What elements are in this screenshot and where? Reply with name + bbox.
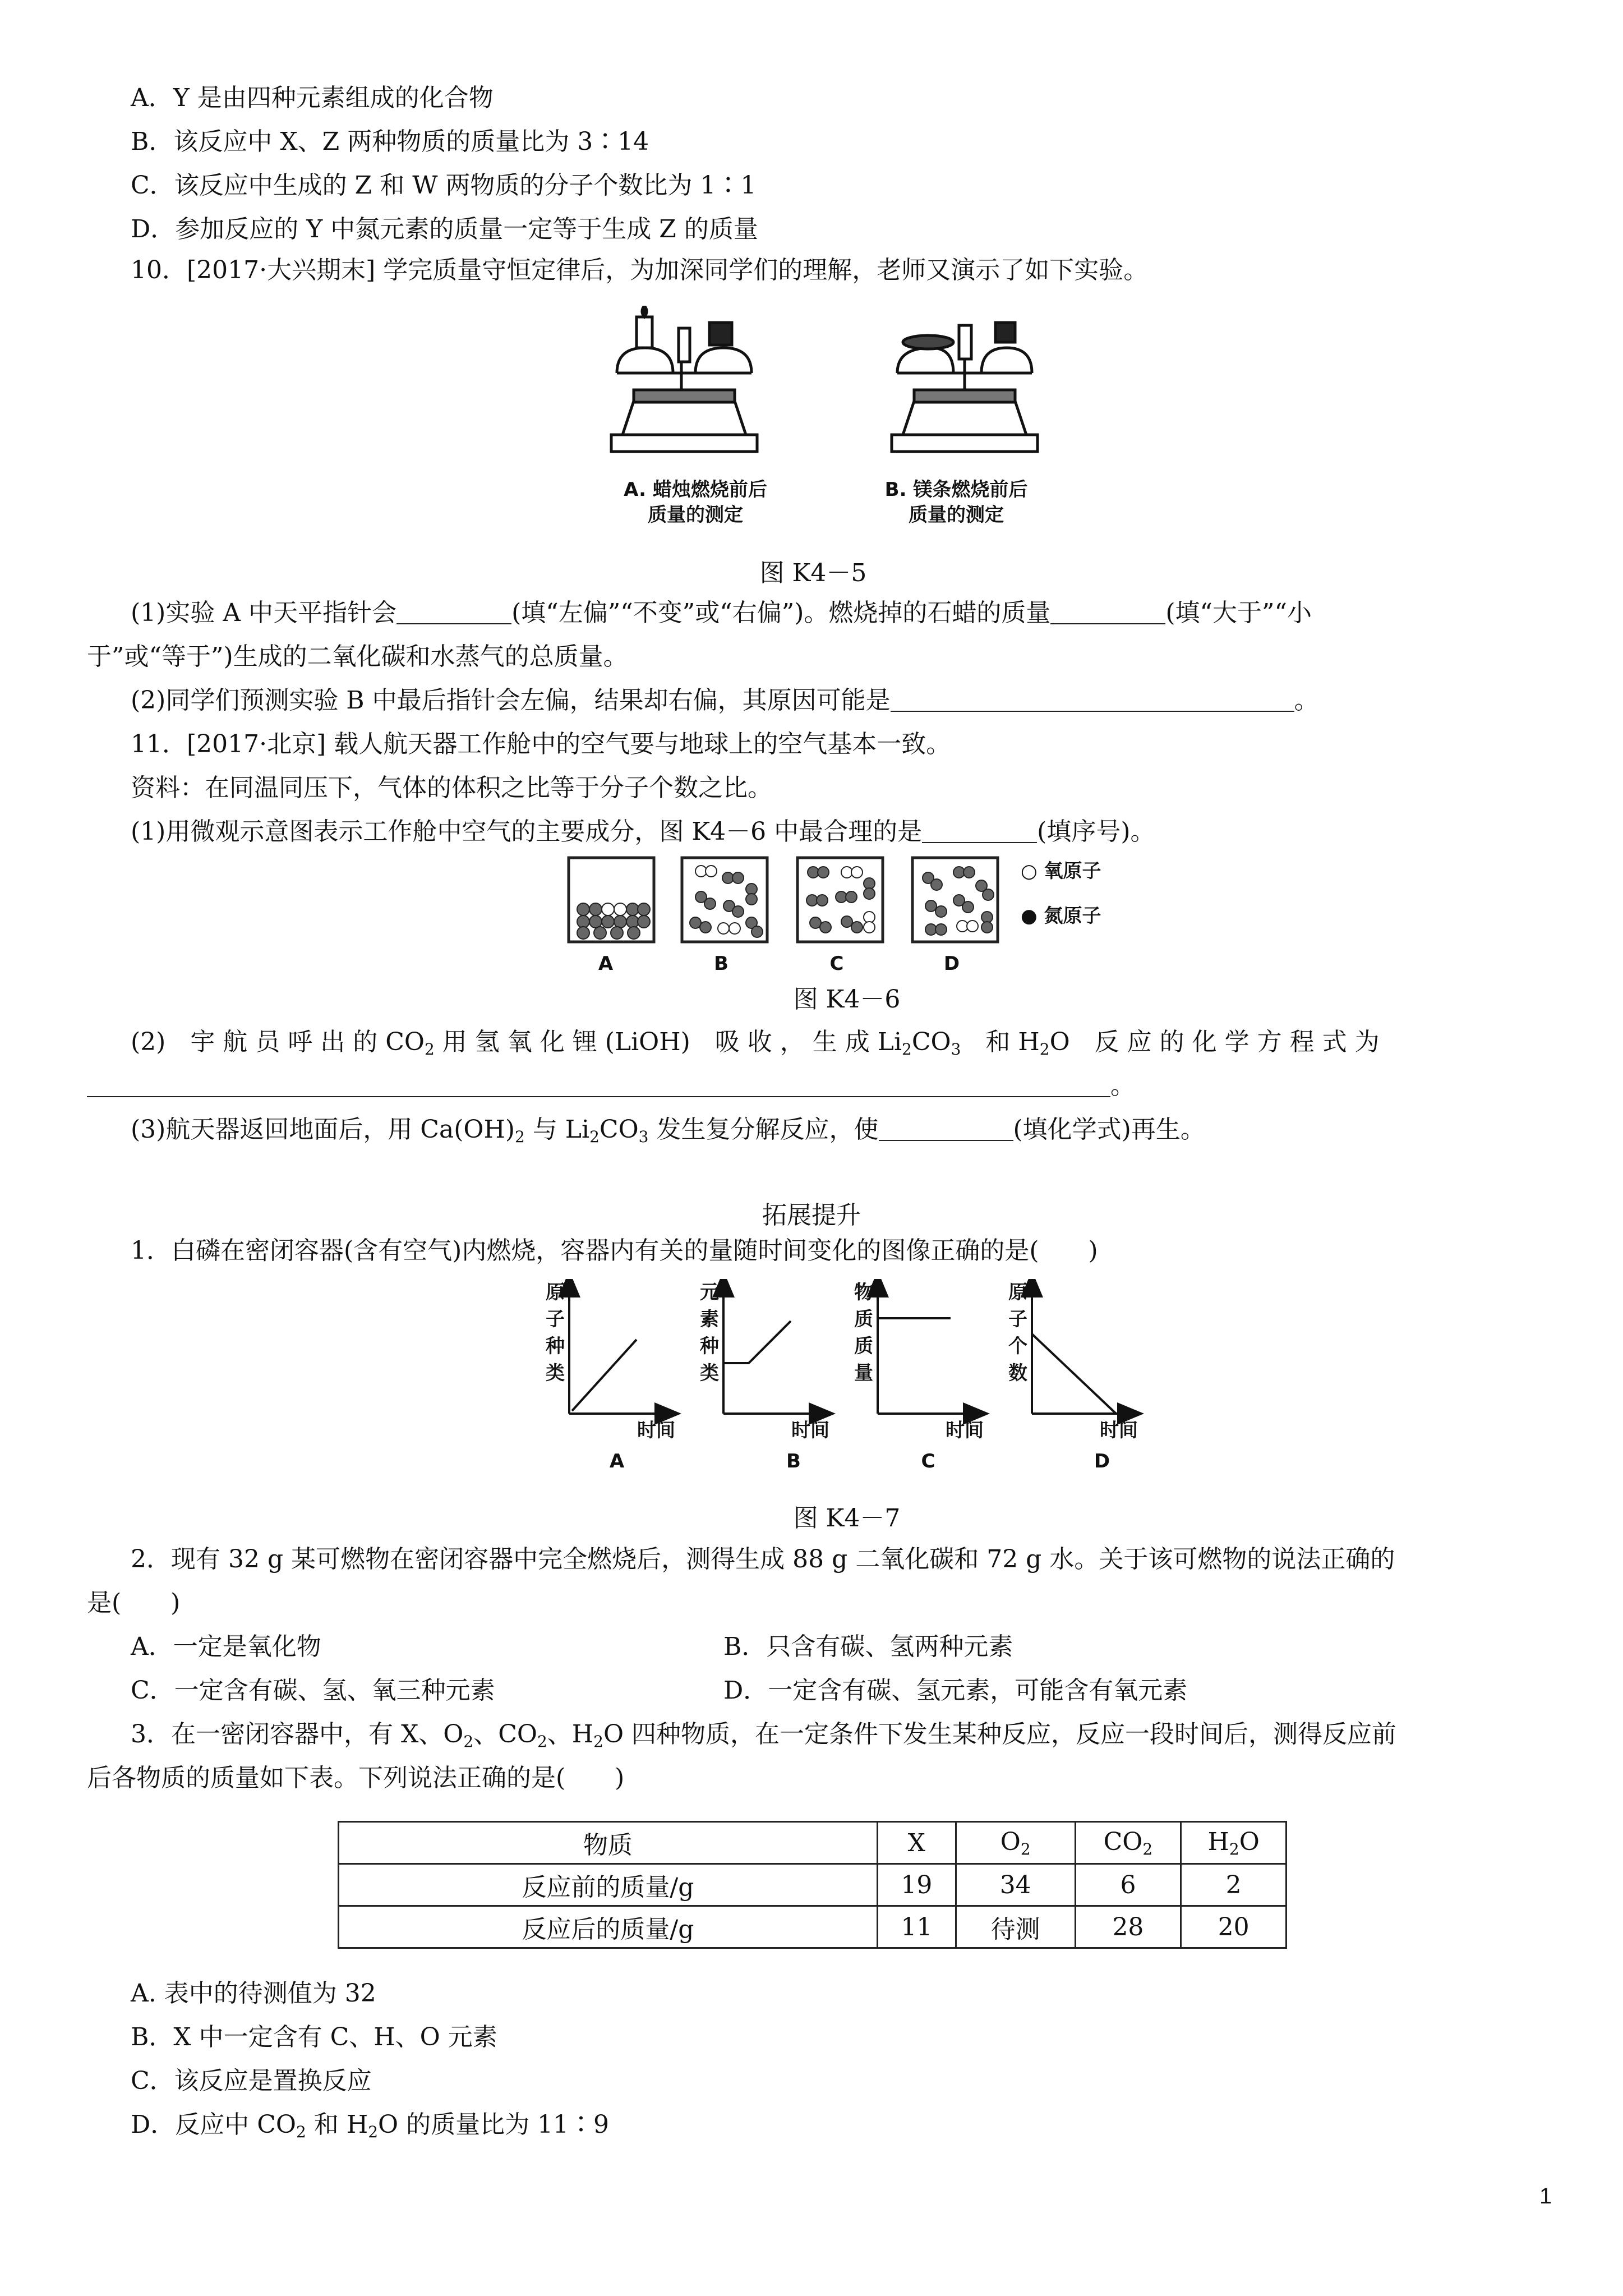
figure-k4-7-caption: 图 K4－7 [793, 1504, 901, 1533]
table-cell: 待测 [956, 1906, 1075, 1948]
q9-option-a: A．Y 是由四种元素组成的化合物 [131, 84, 494, 112]
table-cell: 34 [956, 1864, 1075, 1906]
graph-d-ylabel: 原子个数 [1008, 1281, 1027, 1384]
table-row [339, 1906, 1287, 1948]
blank[interactable] [87, 1074, 1110, 1097]
ext-q3-stem-line2: 后各物质的质量如下表。下列说法正确的是( ) [87, 1764, 625, 1792]
graph-b-xlabel: 时间 [791, 1419, 829, 1442]
box-b-molecules [690, 866, 763, 937]
table-cell: 20 [1181, 1906, 1287, 1948]
graph-d-xlabel: 时间 [1100, 1419, 1138, 1442]
graph-a-letter: A [609, 1450, 625, 1473]
blank[interactable] [891, 688, 1294, 712]
ext-q2-option-c: C．一定含有碳、氢、氧三种元素 [131, 1676, 495, 1705]
q11-part2-line1: (2) 宇 航 员 呼 出 的 $CO_2$ 用 氢 氧 化 锂 (LiOH) 吸 收 ， 生 成 $Li_2CO_3$ 和 $H_2O$ 反 应 的 化 学 方 程 式 为 [131, 1028, 1380, 1059]
graph-b-letter: B [786, 1450, 801, 1473]
table-cell: 2 [1181, 1864, 1287, 1906]
table-cell: 反应前的质量/g [339, 1864, 878, 1906]
ext-q3-option-a: A. 表中的待测值为 32 [131, 1979, 376, 2008]
box-label-b: B [714, 953, 728, 975]
graph-b-ylabel: 元素种类 [700, 1281, 719, 1384]
molecule-boxes [566, 855, 1004, 945]
graph-c-xlabel: 时间 [946, 1419, 984, 1442]
ext-q2-option-d: D．一定含有碳、氢元素，可能含有氧元素 [723, 1676, 1188, 1705]
box-c-molecules [806, 867, 875, 933]
table-cell: 28 [1075, 1906, 1181, 1948]
graph-a-xlabel: 时间 [637, 1419, 675, 1442]
box-label-c: C [829, 953, 844, 975]
graph-c-letter: C [921, 1450, 935, 1473]
ext-q1-stem: 1．白磷在密闭容器(含有空气)内燃烧，容器内有关的量随时间变化的图像正确的是( ) [131, 1236, 1098, 1265]
legend-nitrogen: ● 氮原子 [1021, 905, 1101, 927]
table-header-cell: $H_2O$ [1181, 1822, 1287, 1864]
q9-option-d: D．参加反应的 Y 中氮元素的质量一定等于生成 Z 的质量 [131, 215, 758, 243]
q11-material: 资料：在同温同压下，气体的体积之比等于分子个数之比。 [131, 774, 772, 802]
graph-d [1032, 1282, 1133, 1414]
table-cell: 6 [1075, 1864, 1181, 1906]
table-header-cell: X [877, 1822, 956, 1864]
table-header-row [339, 1822, 1287, 1864]
ext-q3-option-c: C．该反应是置换反应 [131, 2067, 372, 2095]
graph-a-ylabel: 原子种类 [546, 1281, 565, 1384]
graph-c [878, 1282, 979, 1414]
q9-option-b: B．该反应中 X、Z 两种物质的质量比为 3∶14 [131, 127, 649, 156]
fig-a-caption-line1: A. 蜡烛燃烧前后 [624, 478, 767, 501]
table-header-cell: $CO_2$ [1075, 1822, 1181, 1864]
q10-part1-line1: (1)实验 A 中天平指针会 (填“左偏”“不变”或“右偏”)。燃烧掉的石蜡的质量 (填“大于”“小 [131, 599, 1312, 627]
q10-part1-line2: 于”或“等于”)生成的二氧化碳和水蒸气的总质量。 [87, 642, 628, 671]
table-cell: 19 [877, 1864, 956, 1906]
graph-a [569, 1282, 670, 1414]
ext-q3-option-b: B．X 中一定含有 C、H、O 元素 [131, 2023, 497, 2051]
table-row [339, 1864, 1287, 1906]
legend-oxygen: ○ 氧原子 [1021, 860, 1101, 882]
fig-b-caption-line2: 质量的测定 [909, 504, 1004, 526]
balance-figure [594, 306, 1077, 491]
q9-option-c: C．该反应中生成的 Z 和 W 两物质的分子个数比为 1∶1 [131, 171, 757, 200]
mass-table [338, 1821, 1287, 1949]
balance-b-illustration [892, 323, 1038, 452]
graph-c-ylabel: 物质质量 [854, 1281, 873, 1384]
blank[interactable] [1050, 601, 1165, 624]
box-a-molecules [577, 903, 650, 939]
blank[interactable] [879, 1117, 1013, 1141]
graph-b [723, 1282, 824, 1414]
q11-part1: (1)用微观示意图表示工作舱中空气的主要成分，图 K4－6 中最合理的是 (填序号)。 [131, 817, 1155, 846]
ext-q2-option-b: B．只含有碳、氢两种元素 [723, 1632, 1013, 1661]
q11-part2-line2: 。 [87, 1069, 1135, 1103]
figure-k4-5-caption: 图 K4－5 [759, 559, 867, 587]
fig-b-caption-line1: B. 镁条燃烧前后 [884, 478, 1028, 501]
balance-a-illustration [611, 306, 757, 452]
table-cell: 反应后的质量/g [339, 1906, 878, 1948]
box-label-d: D [943, 953, 960, 975]
q10-part2: (2)同学们预测实验 B 中最后指针会左偏，结果却右偏，其原因可能是 。 [131, 686, 1319, 715]
table-header-cell: 物质 [339, 1822, 878, 1864]
ext-q3-stem-line1: 3．在一密闭容器中，有 X、$O_2$、$CO_2$、$H_2O$ 四种物质，在一定条件下发生某种反应，反应一段时间后，测得反应前 [131, 1720, 1397, 1751]
blank[interactable] [396, 601, 511, 624]
page-number: 1 [1539, 2184, 1552, 2208]
ext-q2-stem-line2: 是( ) [87, 1589, 181, 1617]
graph-d-letter: D [1094, 1450, 1110, 1473]
table-cell: 11 [877, 1906, 956, 1948]
fig-a-caption-line2: 质量的测定 [648, 504, 743, 526]
table-header-cell: $O_2$ [956, 1822, 1075, 1864]
ext-q3-option-d: D．反应中 $CO_2$ 和 $H_2O$ 的质量比为 11∶9 [131, 2110, 610, 2141]
figure-k4-6-caption: 图 K4－6 [793, 985, 901, 1014]
box-d-molecules [923, 867, 994, 935]
ext-q2-option-a: A．一定是氧化物 [131, 1632, 321, 1661]
blank[interactable] [922, 820, 1037, 843]
ext-q2-stem-line1: 2．现有 32 g 某可燃物在密闭容器中完全燃烧后，测得生成 88 g 二氧化碳和 72 g 水。关于该可燃物的说法正确的 [131, 1545, 1395, 1573]
q11-part3: (3)航天器返回地面后，用 $Ca(OH)_2$ 与 $Li_2CO_3$ 发生复分解反应，使 (填化学式)再生。 [131, 1115, 1205, 1146]
q10-stem: 10．[2017·大兴期末] 学完质量守恒定律后，为加深同学们的理解，老师又演示了如下实验。 [131, 256, 1149, 284]
section-title: 拓展提升 [762, 1201, 861, 1230]
box-label-a: A [598, 953, 614, 975]
q11-stem: 11．[2017·北京] 载人航天器工作舱中的空气要与地球上的空气基本一致。 [131, 730, 951, 758]
